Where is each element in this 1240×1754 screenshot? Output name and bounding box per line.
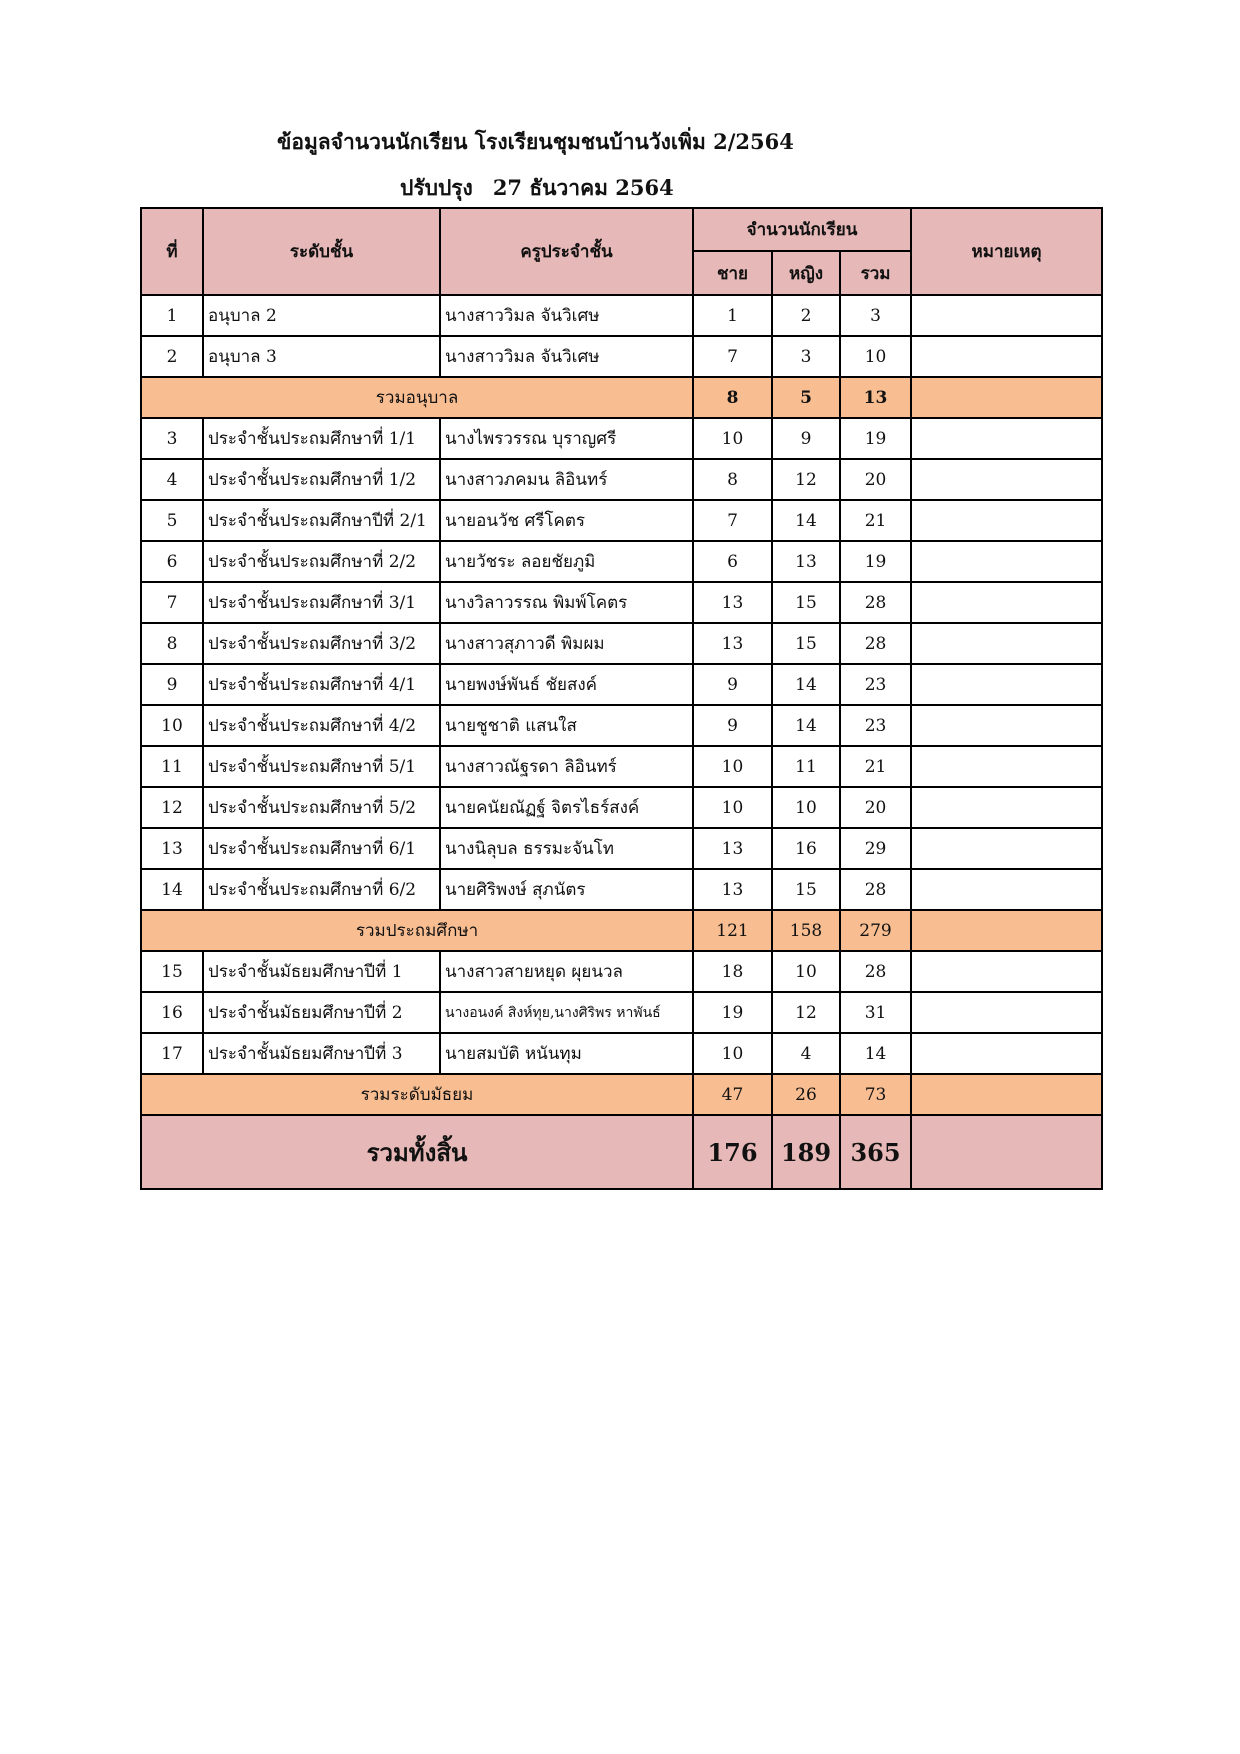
row-male: 13	[693, 828, 772, 869]
student-table	[140, 207, 1103, 1190]
subtotal-male: 121	[693, 910, 772, 951]
row-remark	[911, 295, 1102, 336]
row-level: อนุบาล 2	[203, 295, 440, 336]
row-no: 14	[141, 869, 203, 910]
table-row	[141, 951, 1102, 992]
row-remark	[911, 705, 1102, 746]
row-male: 9	[693, 705, 772, 746]
header-male: ชาย	[693, 251, 772, 295]
row-teacher: นายศิริพงษ์ สุภนัตร	[440, 869, 693, 910]
row-no: 11	[141, 746, 203, 787]
row-level: ประจำชั้นประถมศึกษาที่ 6/1	[203, 828, 440, 869]
row-level: ประจำชั้นมัธยมศึกษาปีที่ 3	[203, 1033, 440, 1074]
row-remark	[911, 500, 1102, 541]
row-male: 13	[693, 582, 772, 623]
row-no: 15	[141, 951, 203, 992]
row-no: 5	[141, 500, 203, 541]
updated-date: 27 ธันวาคม 2564	[492, 175, 674, 200]
subtotal-remark	[911, 910, 1102, 951]
table-row	[141, 992, 1102, 1033]
table-row	[141, 705, 1102, 746]
row-remark	[911, 459, 1102, 500]
row-teacher: นางสาววิมล จันวิเศษ	[440, 295, 693, 336]
row-male: 19	[693, 992, 772, 1033]
row-total: 28	[840, 869, 911, 910]
row-no: 2	[141, 336, 203, 377]
row-no: 10	[141, 705, 203, 746]
row-male: 8	[693, 459, 772, 500]
row-no: 9	[141, 664, 203, 705]
row-male: 10	[693, 787, 772, 828]
row-no: 17	[141, 1033, 203, 1074]
row-male: 13	[693, 623, 772, 664]
table-row	[141, 869, 1102, 910]
grand-total-male: 176	[693, 1115, 772, 1189]
row-total: 20	[840, 787, 911, 828]
subtotal-row	[141, 1074, 1102, 1115]
row-male: 1	[693, 295, 772, 336]
row-total: 3	[840, 295, 911, 336]
subtotal-female: 5	[772, 377, 840, 418]
table-row	[141, 500, 1102, 541]
row-remark	[911, 992, 1102, 1033]
row-total: 29	[840, 828, 911, 869]
row-female: 15	[772, 582, 840, 623]
row-female: 14	[772, 705, 840, 746]
row-teacher: นางอนงค์ สิงห์ทุย,นางศิริพร หาพันธ์	[440, 992, 693, 1033]
row-level: ประจำชั้นประถมศึกษาที่ 4/1	[203, 664, 440, 705]
row-teacher: นายวัชระ ลอยชัยภูมิ	[440, 541, 693, 582]
grand-total-remark	[911, 1115, 1102, 1189]
table-row	[141, 418, 1102, 459]
grand-total-female: 189	[772, 1115, 840, 1189]
row-male: 9	[693, 664, 772, 705]
header-teacher: ครูประจำชั้น	[440, 208, 693, 295]
row-teacher: นางสาวสุภาวดี พิมผม	[440, 623, 693, 664]
header-student-count: จำนวนนักเรียน	[693, 208, 911, 251]
row-female: 3	[772, 336, 840, 377]
subtotal-label: รวมประถมศึกษา	[141, 910, 693, 951]
row-remark	[911, 951, 1102, 992]
row-no: 12	[141, 787, 203, 828]
row-level: ประจำชั้นประถมศึกษาที่ 2/2	[203, 541, 440, 582]
row-level: อนุบาล 3	[203, 336, 440, 377]
row-no: 16	[141, 992, 203, 1033]
subtotal-label: รวมอนุบาล	[141, 377, 693, 418]
row-male: 18	[693, 951, 772, 992]
row-level: ประจำชั้นประถมศึกษาที่ 1/1	[203, 418, 440, 459]
table-row	[141, 459, 1102, 500]
row-male: 10	[693, 1033, 772, 1074]
row-remark	[911, 623, 1102, 664]
subtotal-total: 73	[840, 1074, 911, 1115]
table-row	[141, 787, 1102, 828]
row-teacher: นางวิลาวรรณ พิมพ์โคตร	[440, 582, 693, 623]
row-remark	[911, 664, 1102, 705]
row-total: 19	[840, 541, 911, 582]
document-title: ข้อมูลจำนวนนักเรียน โรงเรียนชุมชนบ้านวังเพิ่ม 2/2564	[277, 129, 794, 154]
table-row	[141, 541, 1102, 582]
row-teacher: นางสาววิมล จันวิเศษ	[440, 336, 693, 377]
subtotal-total: 13	[840, 377, 911, 418]
row-teacher: นายชูชาติ แสนใส	[440, 705, 693, 746]
row-level: ประจำชั้นประถมศึกษาที่ 4/2	[203, 705, 440, 746]
table-body	[141, 295, 1102, 1189]
row-level: ประจำชั้นประถมศึกษาที่ 6/2	[203, 869, 440, 910]
row-level: ประจำชั้นประถมศึกษาที่ 1/2	[203, 459, 440, 500]
row-remark	[911, 336, 1102, 377]
row-female: 2	[772, 295, 840, 336]
subtotal-remark	[911, 1074, 1102, 1115]
row-remark	[911, 828, 1102, 869]
row-no: 8	[141, 623, 203, 664]
row-teacher: นางสาวณัฐรดา ลิอินทร์	[440, 746, 693, 787]
row-male: 6	[693, 541, 772, 582]
row-female: 9	[772, 418, 840, 459]
table-row	[141, 295, 1102, 336]
row-female: 4	[772, 1033, 840, 1074]
row-male: 7	[693, 500, 772, 541]
row-level: ประจำชั้นประถมศึกษาที่ 3/1	[203, 582, 440, 623]
row-remark	[911, 582, 1102, 623]
row-female: 12	[772, 459, 840, 500]
row-female: 16	[772, 828, 840, 869]
row-total: 31	[840, 992, 911, 1033]
row-teacher: นางสาวภคมน ลิอินทร์	[440, 459, 693, 500]
row-male: 7	[693, 336, 772, 377]
subtotal-male: 47	[693, 1074, 772, 1115]
row-remark	[911, 746, 1102, 787]
row-total: 21	[840, 746, 911, 787]
row-female: 15	[772, 869, 840, 910]
row-male: 10	[693, 746, 772, 787]
updated-line	[400, 172, 674, 205]
row-female: 10	[772, 787, 840, 828]
updated-label: ปรับปรุง	[400, 175, 473, 200]
table-row	[141, 664, 1102, 705]
table-row	[141, 336, 1102, 377]
subtotal-female: 26	[772, 1074, 840, 1115]
row-remark	[911, 869, 1102, 910]
row-no: 13	[141, 828, 203, 869]
row-level: ประจำชั้นมัธยมศึกษาปีที่ 1	[203, 951, 440, 992]
subtotal-label: รวมระดับมัธยม	[141, 1074, 693, 1115]
row-teacher: นายคนัยณัฏฐ์ จิตรไธร์สงค์	[440, 787, 693, 828]
row-total: 23	[840, 664, 911, 705]
row-teacher: นางไพรวรรณ บุราญศรี	[440, 418, 693, 459]
header-female: หญิง	[772, 251, 840, 295]
row-female: 15	[772, 623, 840, 664]
row-total: 21	[840, 500, 911, 541]
subtotal-remark	[911, 377, 1102, 418]
row-total: 14	[840, 1033, 911, 1074]
row-male: 10	[693, 418, 772, 459]
row-level: ประจำชั้นประถมศึกษาที่ 5/2	[203, 787, 440, 828]
row-teacher: นายอนวัช ศรีโคตร	[440, 500, 693, 541]
row-total: 28	[840, 623, 911, 664]
header-remark: หมายเหตุ	[911, 208, 1102, 295]
table-row	[141, 1033, 1102, 1074]
row-total: 23	[840, 705, 911, 746]
row-female: 13	[772, 541, 840, 582]
row-female: 14	[772, 500, 840, 541]
row-level: ประจำชั้นประถมศึกษาที่ 5/1	[203, 746, 440, 787]
row-total: 28	[840, 951, 911, 992]
table-row	[141, 746, 1102, 787]
subtotal-row	[141, 377, 1102, 418]
row-total: 19	[840, 418, 911, 459]
row-total: 10	[840, 336, 911, 377]
row-level: ประจำชั้นประถมศึกษาที่ 3/2	[203, 623, 440, 664]
row-no: 1	[141, 295, 203, 336]
row-no: 4	[141, 459, 203, 500]
row-female: 10	[772, 951, 840, 992]
row-level: ประจำชั้นมัธยมศึกษาปีที่ 2	[203, 992, 440, 1033]
grand-total-row	[141, 1115, 1102, 1189]
header-no: ที่	[141, 208, 203, 295]
row-level: ประจำชั้นประถมศึกษาปีที่ 2/1	[203, 500, 440, 541]
row-female: 14	[772, 664, 840, 705]
subtotal-row	[141, 910, 1102, 951]
row-total: 28	[840, 582, 911, 623]
table-row	[141, 623, 1102, 664]
row-teacher: นางสาวสายหยุด ผุยนวล	[440, 951, 693, 992]
subtotal-male: 8	[693, 377, 772, 418]
row-remark	[911, 418, 1102, 459]
row-female: 12	[772, 992, 840, 1033]
row-no: 3	[141, 418, 203, 459]
subtotal-female: 158	[772, 910, 840, 951]
row-teacher: นายพงษ์พันธ์ ชัยสงค์	[440, 664, 693, 705]
row-total: 20	[840, 459, 911, 500]
table-row	[141, 582, 1102, 623]
row-no: 7	[141, 582, 203, 623]
row-remark	[911, 541, 1102, 582]
header-level: ระดับชั้น	[203, 208, 440, 295]
row-female: 11	[772, 746, 840, 787]
grand-total-total: 365	[840, 1115, 911, 1189]
row-no: 6	[141, 541, 203, 582]
row-remark	[911, 1033, 1102, 1074]
table-row	[141, 828, 1102, 869]
row-teacher: นางนิลุบล ธรรมะจันโท	[440, 828, 693, 869]
row-teacher: นายสมบัติ หนันทุม	[440, 1033, 693, 1074]
row-male: 13	[693, 869, 772, 910]
grand-total-label: รวมทั้งสิ้น	[141, 1115, 693, 1189]
subtotal-total: 279	[840, 910, 911, 951]
header-total: รวม	[840, 251, 911, 295]
row-remark	[911, 787, 1102, 828]
